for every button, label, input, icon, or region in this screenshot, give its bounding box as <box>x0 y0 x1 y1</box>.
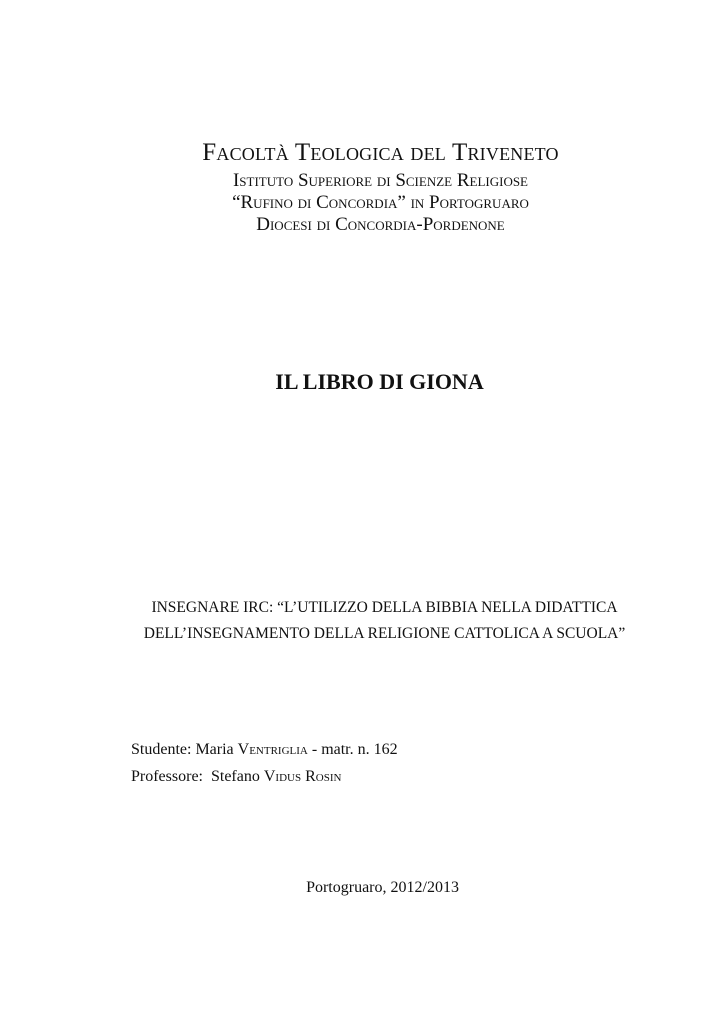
place-and-year: Portogruaro, 2012/2013 <box>306 879 459 896</box>
professor-line <box>131 763 398 790</box>
student-last-name: Ventriglia <box>237 741 308 758</box>
student-matriculation: - matr. n. 162 <box>311 741 398 758</box>
student-line <box>131 736 398 763</box>
professor-label: Professore: <box>131 768 203 785</box>
course-name <box>22 595 725 647</box>
course-line-1: INSEGNARE IRC: “L’UTILIZZO DELLA BIBBIA NELLA DIDATTICA <box>151 599 618 616</box>
professor-first-name: Stefano <box>210 768 260 785</box>
professor-last-name: Vidus Rosin <box>263 768 342 785</box>
faculty-name: Facoltà Teologica del Triveneto <box>202 139 559 166</box>
institution-header <box>18 136 725 236</box>
institute-name: Istituto Superiore di Scienze Religiose <box>232 170 529 191</box>
course-line-2: DELL’INSEGNAMENTO DELLA RELIGIONE CATTOLICA A SCUOLA” <box>143 625 626 642</box>
document-title: IL LIBRO DI GIONA <box>275 369 484 394</box>
student-first-name: Maria <box>195 741 234 758</box>
author-info <box>131 736 398 790</box>
diocese-name: Diocesi di Concordia-Pordenone <box>256 214 505 235</box>
institute-subtitle: “Rufino di Concordia” in Portogruaro <box>232 192 529 213</box>
student-label: Studente: <box>131 741 192 758</box>
